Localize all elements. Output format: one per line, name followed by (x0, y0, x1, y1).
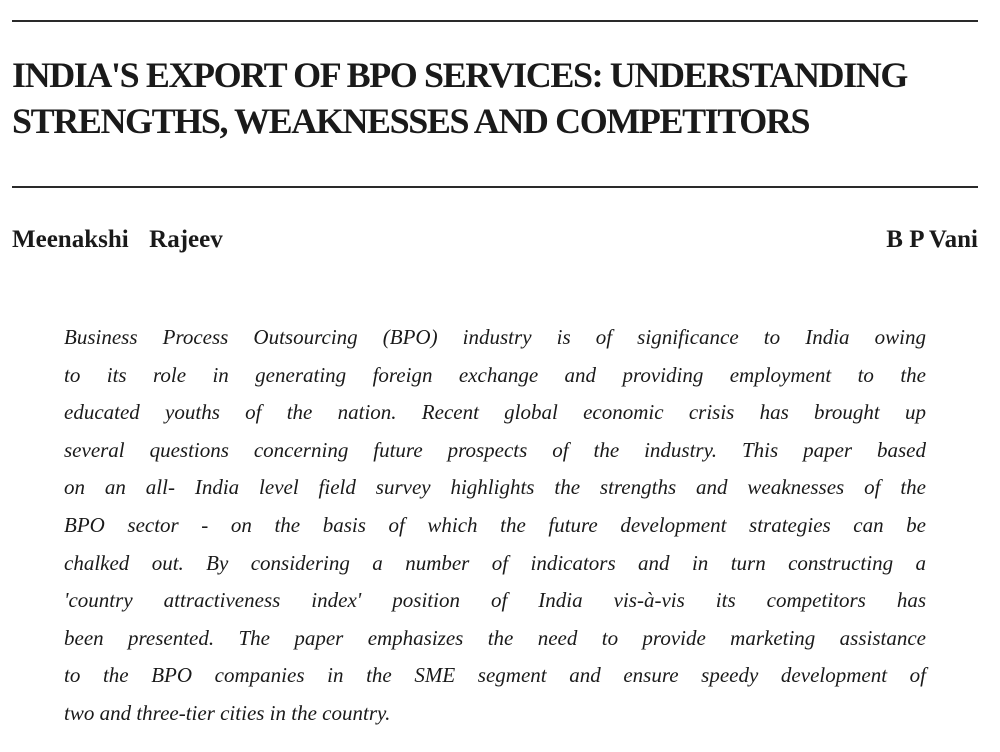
abstract (64, 319, 926, 733)
abstract-line: BPO sector - on the basis of which the future development strategies can be (64, 512, 926, 537)
paper-title (12, 52, 988, 144)
abstract-line: Business Process Outsourcing (BPO) industry is of significance to India owing (64, 325, 926, 349)
abstract-line: educated youths of the nation. Recent global economic crisis has brought up (64, 400, 926, 425)
abstract-line: on an all- India level field survey highlights the strengths and weaknesses of the (64, 475, 926, 500)
bottom-rule (12, 186, 978, 188)
abstract-line: several questions concerning future prospects of the industry. This paper based (64, 437, 926, 462)
title-line-2: STRENGTHS, WEAKNESSES AND COMPETITORS (12, 101, 810, 141)
author-name: Meenakshi Rajeev (12, 226, 223, 253)
title-line-1: INDIA'S EXPORT OF BPO SERVICES: UNDERSTANDING (12, 55, 907, 95)
abstract-line: to its role in generating foreign exchange and providing employment to the (64, 362, 926, 387)
abstract-line: chalked out. By considering a number of indicators and in turn constructing a (64, 550, 926, 575)
abstract-line: two and three-tier cities in the country. (64, 700, 391, 725)
author-name: B P Vani (886, 226, 978, 253)
abstract-line: to the BPO companies in the SME segment and ensure speedy development of (64, 663, 926, 688)
abstract-line: been presented. The paper emphasizes the need to provide marketing assistance (64, 625, 926, 650)
abstract-line: 'country attractiveness index' position of India vis-à-vis its competitors has (64, 588, 926, 613)
top-rule (12, 20, 978, 22)
